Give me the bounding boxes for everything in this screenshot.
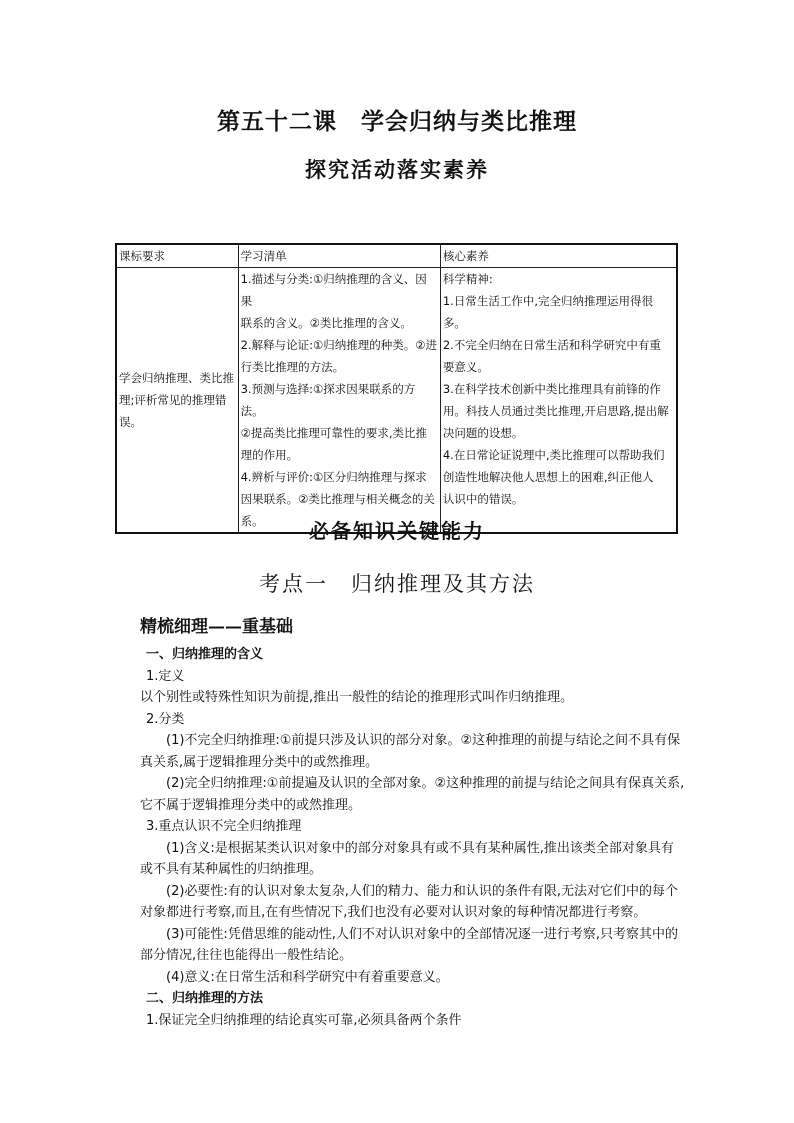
- cell-line: 理的作用。: [240, 448, 299, 462]
- cell-line: 决问题的设想。: [442, 426, 524, 440]
- cell-line: 1.描述与分类:①归纳推理的含义、因果: [240, 272, 427, 308]
- cell-line: 认识中的错误。: [442, 492, 524, 506]
- table-header-cell: 学习清单: [238, 244, 440, 268]
- cell-line: 因果联系。②类比推理与相关概念的关: [240, 492, 435, 506]
- item-heading: 2.分类: [146, 711, 185, 727]
- cell-line: 要意义。: [442, 360, 489, 374]
- cell-line: 用。科技人员通过类比推理,开启思路,提出解: [442, 404, 669, 418]
- paragraph: (1)含义:是根据某类认识对象中的部分对象具有或不具有某种属性,推出该类全部对象具有或不具有某种属性的归纳推理。: [140, 840, 674, 877]
- paragraph: (1)不完全归纳推理:①前提只涉及认识的部分对象。②这种推理的前提与结论之间不具有保真关系,属于逻辑推理分类中的或然推理。: [140, 733, 681, 770]
- cell-line: 2.解释与论证:①归纳推理的种类。②进: [240, 338, 438, 352]
- item-heading: 1.定义: [146, 668, 185, 684]
- cell-line: 系。: [240, 514, 264, 528]
- table-header-cell: 课标要求: [116, 244, 238, 268]
- cell-line: 学会归纳推理、类比推: [119, 371, 234, 385]
- paragraph: (3)可能性:凭借思维的能动性,人们不对认识对象中的全部情况逐一进行考察,只考察其中的部分情况,往往也能得出一般性结论。: [140, 926, 679, 963]
- cell-line: 3.在科学技术创新中类比推理具有前锋的作: [442, 382, 661, 396]
- cell-line: ②提高类比推理可靠性的要求,类比推: [240, 426, 428, 440]
- cell-line: 3.预测与选择:①探求因果联系的方法。: [240, 382, 416, 418]
- cell-line: 2.不完全归纳在日常生活和科学研究中有重: [442, 338, 661, 352]
- paragraph: (2)完全归纳推理:①前提遍及认识的全部对象。②这种推理的前提与结论之间具有保真关系,它不属于逻辑推理分类中的或然推理。: [140, 776, 685, 813]
- cell-line: 创造性地解决他人思想上的困难,纠正他人: [442, 470, 654, 484]
- table-header-row: [116, 244, 677, 268]
- table-header-cell: 核心素养: [440, 244, 677, 268]
- item-heading: 1.保证完全归纳推理的结论真实可靠,必须具备两个条件: [146, 1012, 462, 1028]
- cell-line: 科学精神:: [442, 272, 493, 286]
- paragraph: 以个别性或特殊性知识为前提,推出一般性的结论的推理形式叫作归纳推理。: [140, 690, 574, 705]
- table-cell-requirement: [116, 268, 238, 534]
- paragraph: (4)意义:在日常生活和科学研究中有着重要意义。: [166, 969, 449, 985]
- item-heading: 3.重点认识不完全归纳推理: [146, 819, 302, 834]
- table-cell-checklist: [238, 268, 440, 534]
- kaodian-title: 考点一 归纳推理及其方法: [259, 572, 535, 596]
- section-title: 必备知识关键能力: [309, 519, 485, 543]
- section-heading: 二、归纳推理的方法: [146, 991, 264, 1006]
- table-cell-literacy: [440, 268, 677, 534]
- body-text: [140, 644, 685, 1031]
- section-heading: 一、归纳推理的含义: [146, 647, 264, 662]
- cell-line: 行类比推理的方法。: [240, 360, 345, 374]
- cell-line: 4.在日常论证说理中,类比推理可以帮助我们: [442, 448, 665, 462]
- cell-line: 1.日常生活工作中,完全归纳推理运用得很多。: [442, 294, 653, 330]
- curriculum-table: [115, 243, 678, 534]
- sub-heading: 精梳细理——重基础: [140, 617, 293, 637]
- cell-line: 理;评析常见的推理错: [119, 393, 227, 407]
- cell-line: 4.辨析与评价:①区分归纳推理与探求: [240, 470, 427, 484]
- cell-line: 误。: [119, 415, 142, 429]
- lesson-title: 第五十二课 学会归纳与类比推理: [217, 109, 577, 135]
- lesson-subtitle: 探究活动落实素养: [305, 158, 489, 182]
- table-row: [116, 268, 677, 534]
- paragraph: (2)必要性:有的认识对象太复杂,人们的精力、能力和认识的条件有限,无法对它们中的每个对象都进行考察,而且,在有些情况下,我们也没有必要对认识对象的每种情况都进行考察。: [140, 883, 679, 920]
- cell-line: 联系的含义。②类比推理的含义。: [240, 316, 412, 330]
